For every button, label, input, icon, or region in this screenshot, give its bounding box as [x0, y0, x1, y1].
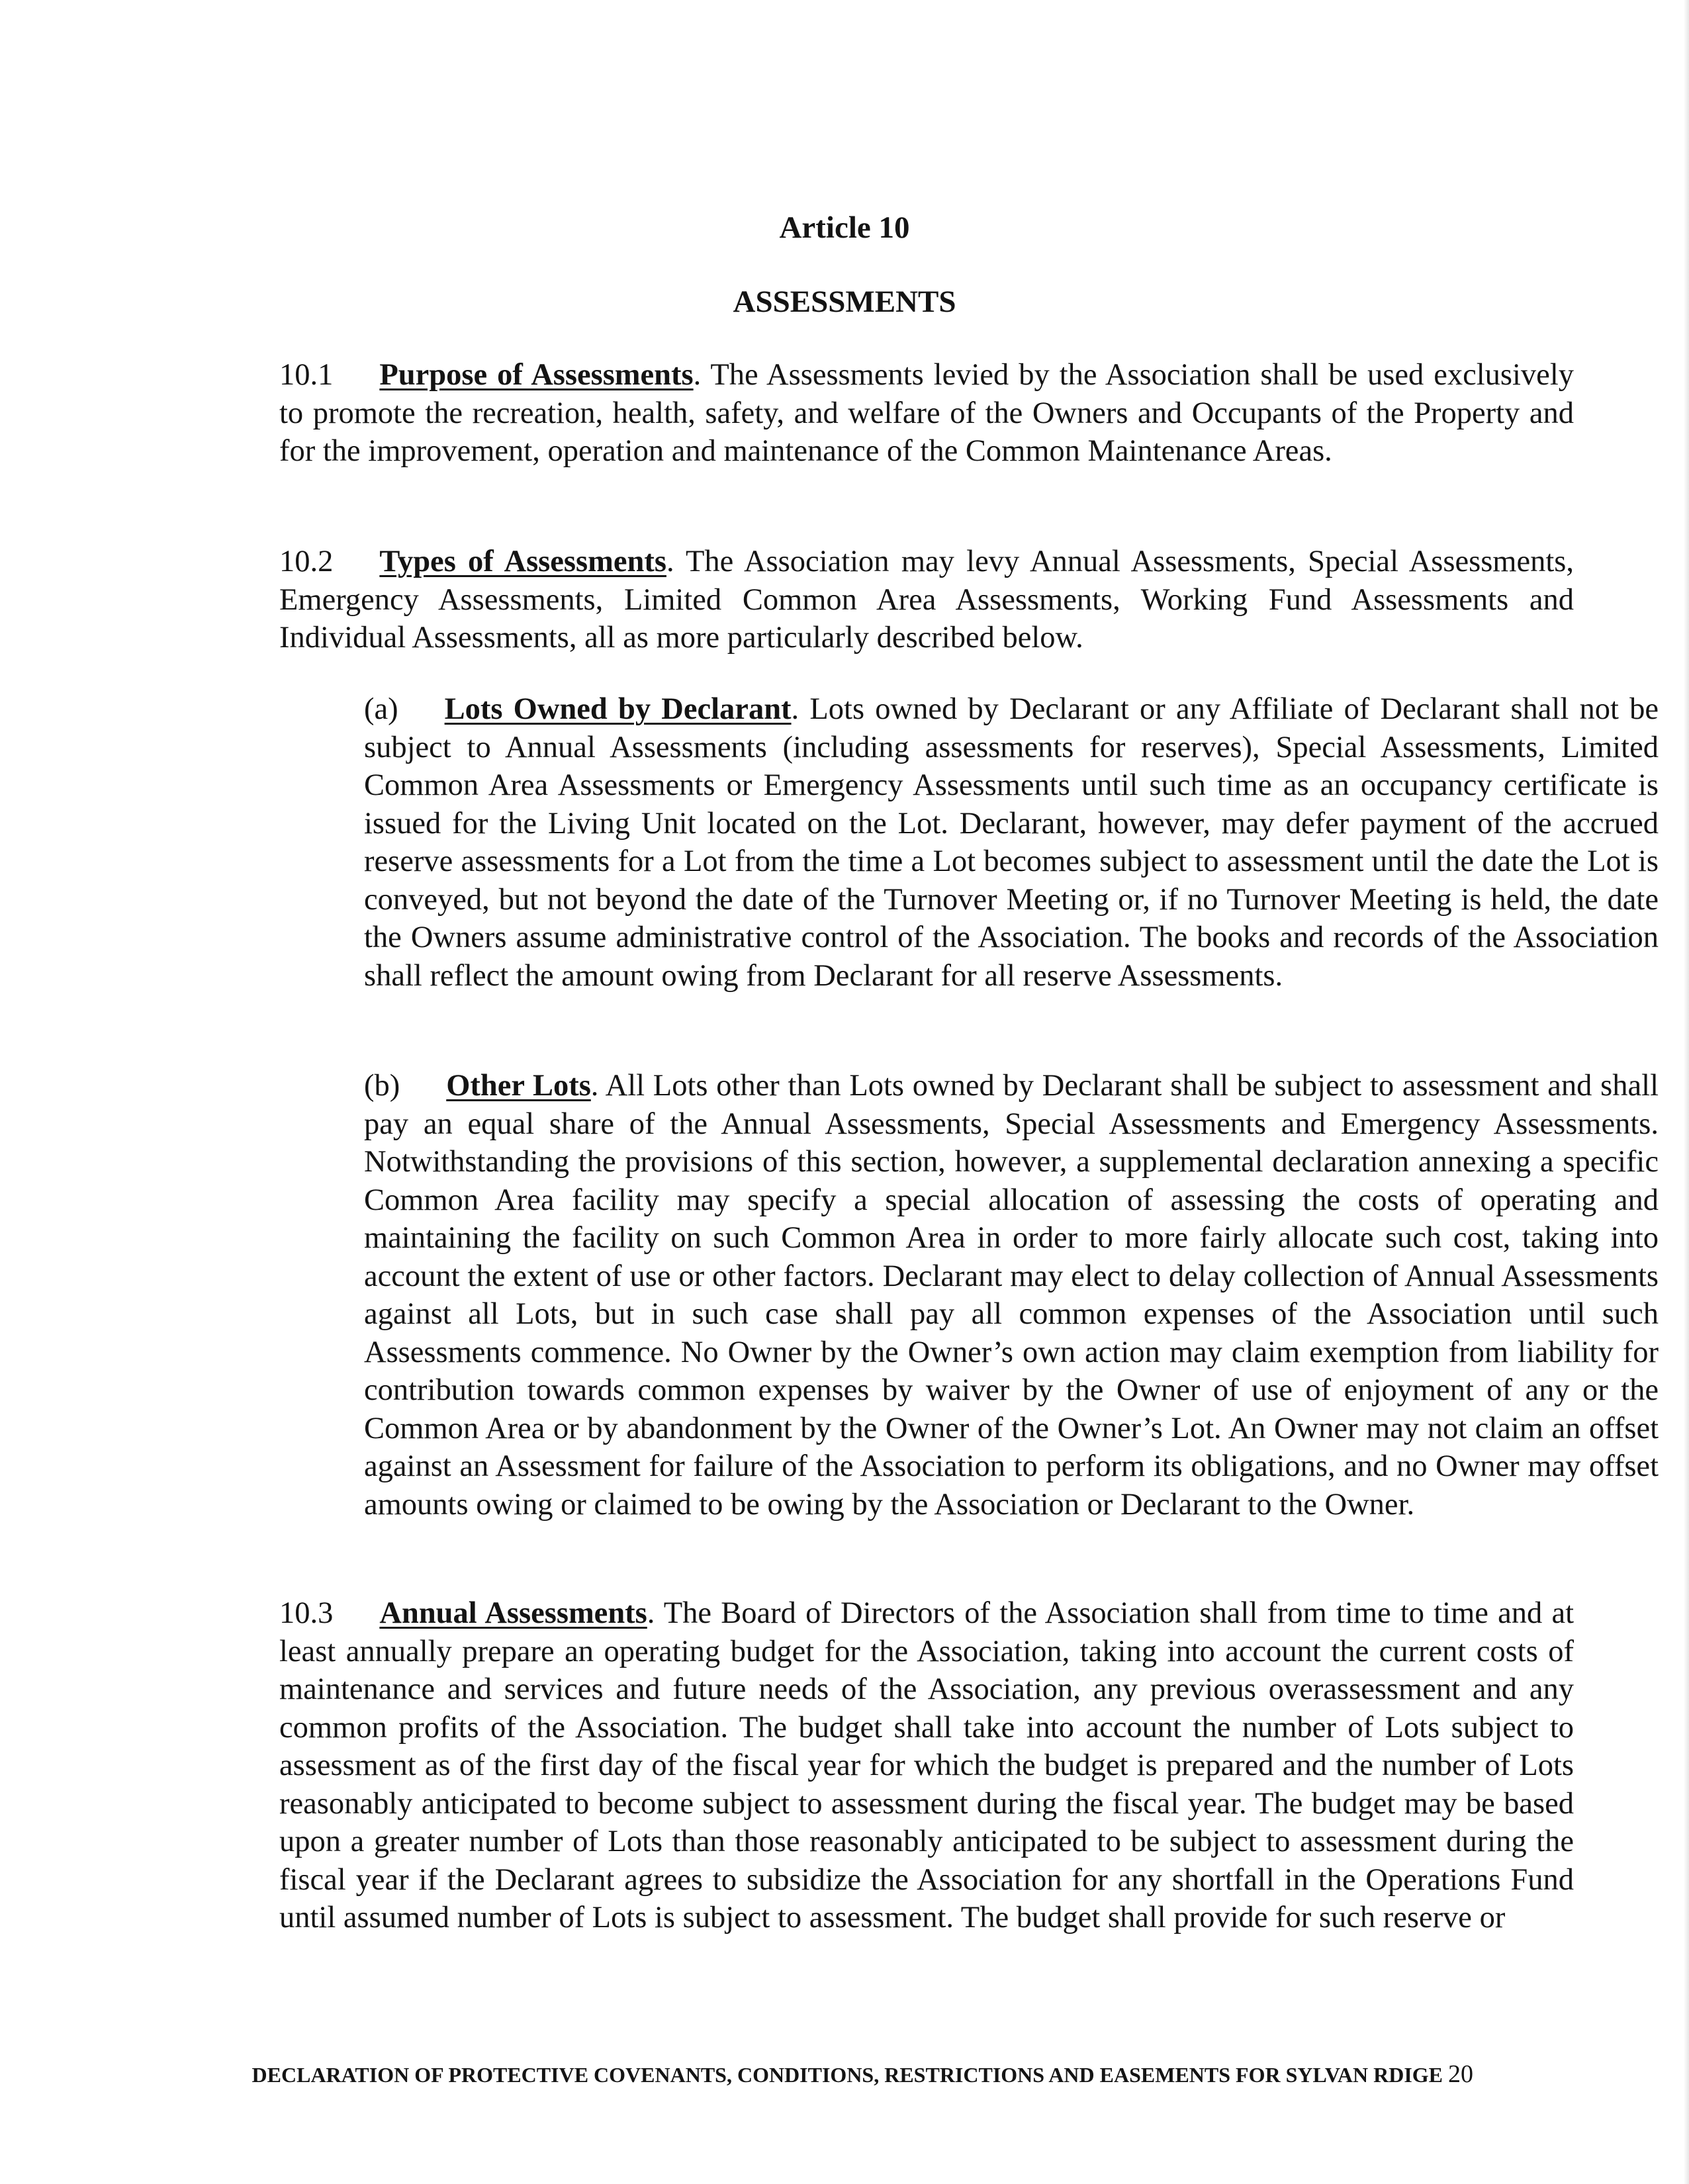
page-edge-shadow — [1684, 0, 1689, 2184]
article-heading: ASSESSMENTS — [733, 285, 956, 319]
section-number: 10.3 — [279, 1596, 334, 1630]
section-body: . The Assessments levied by the Association shall be used exclusively to promote the recreation, health, safety, and welfare of the Owners and Occupants of the Property and for the improvement, operation and maintenance of the Common Maintenance Areas. — [279, 358, 1574, 468]
subsection-a-paragraph — [179, 690, 1659, 995]
section-body: . The Board of Directors of the Association shall from time to time and at least annually prepare an operating budget for the Association, taking into account the current costs of maintenance and services and future needs of the Association, any previous overassessment and any common profits of the Association. The budget shall take into account the number of Lots subject to assessment as of the first day of the fiscal year for which the budget is prepared and the number of Lots reasonably anticipated to become subject to assessment during the fiscal year. The budget may be based upon a greater number of Lots than those reasonably anticipated to be subject to assessment during the fiscal year if the Declarant agrees to subsidize the Association for any shortfall in the Operations Fund until assumed number of Lots is subject to assessment. The budget shall provide for such reserve or — [279, 1596, 1575, 1934]
section-number: 10.2 — [279, 545, 334, 578]
page-footer — [179, 2060, 1473, 2089]
section-title: Annual Assessments — [379, 1596, 647, 1630]
footer-text: DECLARATION OF PROTECTIVE COVENANTS, CONDITIONS, RESTRICTIONS AND EASEMENTS FOR SYLVAN RDIGE — [251, 2063, 1443, 2087]
page-number: 20 — [1448, 2060, 1473, 2088]
section-body: . The Association may levy Annual Assessments, Special Assessments, Emergency Assessments, Limited Common Area Assessments, Working Fund Assessments and Individual Assessments, all as more particularly described below. — [279, 545, 1574, 655]
section-10-1-paragraph — [179, 356, 1574, 471]
subsection-body: . Lots owned by Declarant or any Affiliate of Declarant shall not be subject to Annual Assessments (including assessments for reserves), Special Assessments, Limited Common Area Assessments or Emergency Assessments until such time as an occupancy certificate is issued for the Living Unit located on the Lot. Declarant, however, may defer payment of the accrued reserve assessments for a Lot from the time a Lot becomes subject to assessment until the date the Lot is conveyed, but not beyond the date of the Turnover Meeting or, if no Turnover Meeting is held, the date the Owners assume administrative control of the Association. The books and records of the Association shall reflect the amount owing from Declarant for all reserve Assessments. — [364, 692, 1659, 993]
section-title: Types of Assessments — [379, 545, 666, 578]
article-title: Article 10 — [779, 210, 910, 245]
subsection-number: (a) — [364, 692, 398, 726]
subsection-title: Lots Owned by Declarant — [444, 692, 792, 726]
section-number: 10.1 — [279, 358, 334, 392]
subsection-body: . All Lots other than Lots owned by Declarant shall be subject to assessment and shall pay an equal share of the Annual Assessments, Special Assessments and Emergency Assessments. Notwithstanding the provisions of this section, however, a supplemental declaration annexing a specific Common Area facility may specify a special allocation of assessing the costs of operating and maintaining the facility on such Common Area in order to more fairly allocate such cost, taking into account the extent of use or other factors. Declarant may elect to delay collection of Annual Assessments against all Lots, but in such case shall pay all common expenses of the Association until such Assessments commence. No Owner by the Owner’s own action may claim exemption from liability for contribution towards common expenses by waiver by the Owner of use of enjoyment of any or the Common Area or by abandonment by the Owner of the Owner’s Lot. An Owner may not claim an offset against an Assessment for failure of the Association to perform its obligations, and no Owner may offset amounts owing or claimed to be owing by the Association or Declarant to the Owner. — [364, 1069, 1659, 1522]
subsection-title: Other Lots — [446, 1069, 591, 1103]
section-10-3-paragraph — [179, 1594, 1574, 1937]
section-10-2-paragraph — [179, 543, 1574, 657]
subsection-b-paragraph — [179, 1067, 1659, 1524]
section-title: Purpose of Assessments — [379, 358, 694, 392]
subsection-number: (b) — [364, 1069, 400, 1103]
